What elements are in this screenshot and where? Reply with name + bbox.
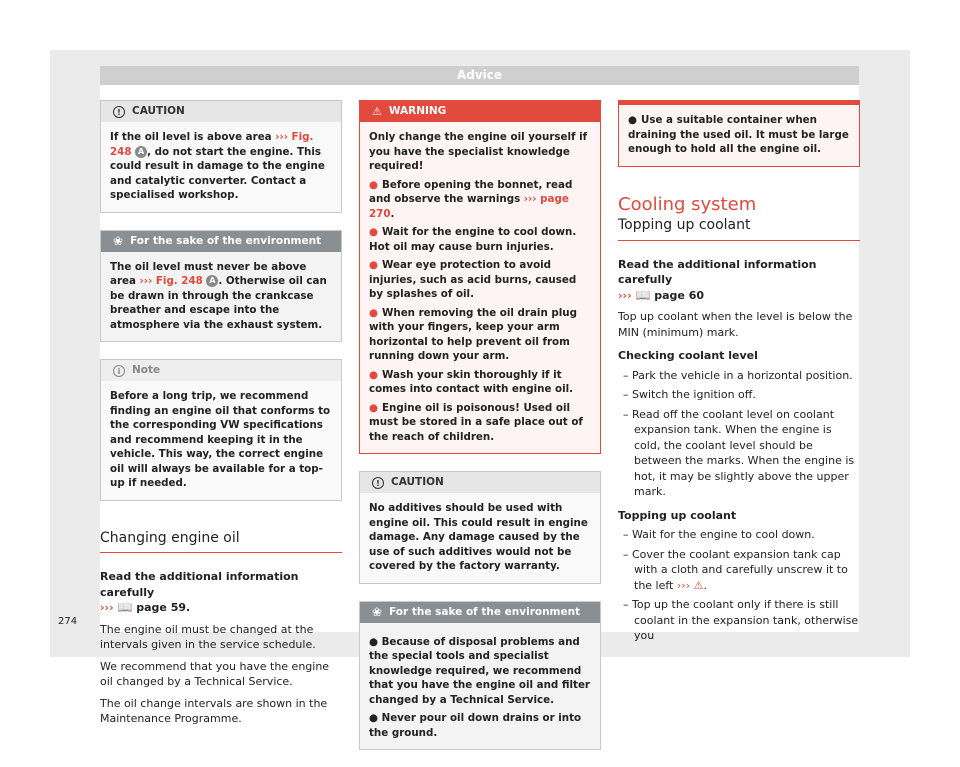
page-link[interactable]: page 270 <box>369 193 569 220</box>
warning-triangle-icon: ⚠ <box>372 105 382 118</box>
warning-header <box>360 101 600 122</box>
bullet-text: Wait for the engine to cool down. Hot oil may cause burn injuries. <box>369 226 577 253</box>
page-link[interactable]: page 60 <box>654 288 705 302</box>
warning-bullet: ● Wait for the engine to cool down. Hot oil may cause burn injuries. <box>369 226 577 253</box>
caution-body <box>101 122 341 212</box>
page-header: Advice <box>100 66 859 85</box>
figure-link[interactable]: Fig. 248 <box>110 131 314 158</box>
step: – Cover the coolant expansion tank cap with a cloth and carefully unscrew it to the left ››› ⚠. <box>618 547 860 594</box>
note-title: Note <box>132 364 161 376</box>
caution-icon: ! <box>372 477 384 489</box>
caution-header <box>101 101 341 122</box>
ref-arrow: ››› <box>100 601 114 614</box>
environment-bullet: ● Because of disposal problems and the special tools and specialist knowledge required, we recommend that you have the engine oil and filter changed by a Technical Service. <box>369 635 591 706</box>
environment-body <box>101 252 341 342</box>
caution-text-b: , do not start the engine. This could result in damage to the engine and catalytic converter. Contact a specialised workshop. <box>110 145 325 201</box>
section-body <box>100 569 342 727</box>
chapter-heading: Cooling system <box>618 193 757 215</box>
warning-title: WARNING <box>388 105 447 117</box>
info-icon: i <box>113 365 125 377</box>
warning-continuation-box <box>618 100 860 167</box>
read-info-text: Read the additional information carefully <box>100 570 299 599</box>
warning-intro: Only change the engine oil yourself if you have the specialist knowledge required! <box>369 131 588 172</box>
ref-arrow: ››› <box>139 275 153 287</box>
section-title: Topping up coolant <box>618 218 860 241</box>
note-box <box>100 359 342 501</box>
note-header <box>101 360 341 381</box>
bullet-text: Use a suitable container when draining the used oil. It must be large enough to hold all the engine oil. <box>628 114 849 155</box>
environment-bullet: ● Never pour oil down drains or into the ground. <box>369 712 582 739</box>
warning-bullet: ● Wash your skin thoroughly if it comes into contact with engine oil. <box>369 368 574 395</box>
caution-text-a: If the oil level is above area <box>110 131 276 143</box>
paragraph: The engine oil must be changed at the intervals given in the service schedule. <box>100 622 316 651</box>
environment-body <box>360 623 600 750</box>
column-2 <box>359 100 601 767</box>
caution-header <box>360 472 600 493</box>
bullet-text: Wash your skin thoroughly if it comes into contact with engine oil. <box>369 368 574 395</box>
flower-icon: ❀ <box>372 604 383 619</box>
book-icon: 📖 <box>117 600 133 614</box>
page-link[interactable]: page 59 <box>136 601 187 614</box>
warning-bullet: ● Wear eye protection to avoid injuries, such as acid burns, caused by splashes of oil. <box>369 259 577 300</box>
warning-continuation-body <box>619 105 859 166</box>
note-body: Before a long trip, we recommend finding an engine oil that conforms to the corresponding VW specifications and recommend keeping it in the vehicle. This way, the correct engine oil will always be available for a top-up if needed. <box>101 381 341 500</box>
step: – Park the vehicle in a horizontal position. <box>618 368 860 384</box>
figure-link[interactable]: Fig. 248 <box>155 275 203 287</box>
caution-box <box>100 100 342 213</box>
warning-triangle-icon: ⚠ <box>693 578 704 592</box>
bullet-text: Engine oil is poisonous! Used oil must be stored in a safe place out of the reach of children. <box>369 401 583 443</box>
page-number: 274 <box>58 616 78 627</box>
bullet-text: Never pour oil down drains or into the ground. <box>369 712 582 739</box>
ref-arrow: ››› <box>275 131 288 143</box>
environment-title: For the sake of the environment <box>389 605 581 618</box>
callout-a: A <box>135 146 147 158</box>
environment-text-a: The oil level must never be above area <box>110 260 307 287</box>
section-title: Changing engine oil <box>100 531 342 554</box>
paragraph: The oil change intervals are shown in the Maintenance Programme. <box>100 696 328 725</box>
warning-bullet: ● Before opening the bonnet, read and observe the warnings ››› page 270. <box>369 178 573 220</box>
bullet-text: Wear eye protection to avoid injuries, such as acid burns, caused by splashes of oil. <box>369 259 577 300</box>
column-1 <box>100 100 342 733</box>
environment-header <box>101 231 341 252</box>
environment-header <box>360 602 600 623</box>
ref-arrow: ››› <box>676 578 691 592</box>
read-info <box>618 257 860 304</box>
section-body <box>618 257 860 644</box>
caution-box <box>359 471 601 584</box>
warning-bullet: ● Use a suitable container when draining the used oil. It must be large enough to hold all the engine oil. <box>628 114 849 155</box>
caution-title: CAUTION <box>391 476 444 488</box>
book-icon: 📖 <box>635 287 651 302</box>
caution-title: CAUTION <box>132 105 185 117</box>
warning-box <box>359 100 601 454</box>
bullet-text: When removing the oil drain plug with your fingers, keep your arm horizontal to help prevent oil from running down your arm. <box>369 306 577 362</box>
environment-box <box>100 230 342 343</box>
paragraph: We recommend that you have the engine oil changed by a Technical Service. <box>100 659 330 688</box>
step: – Wait for the engine to cool down. <box>618 527 860 543</box>
environment-text-b: . Otherwise oil can be drawn in through the crankcase breather and escape into the atmosphere via the exhaust system. <box>110 275 327 331</box>
ref-arrow: ››› <box>523 193 537 205</box>
warning-bullet: ● Engine oil is poisonous! Used oil must be stored in a safe place out of the reach of children. <box>369 401 583 443</box>
step: – Switch the ignition off. <box>618 387 860 403</box>
warning-bullet: ● When removing the oil drain plug with your fingers, keep your arm horizontal to help prevent oil from running down your arm. <box>369 306 577 362</box>
subsection-title: Topping up coolant <box>618 508 737 522</box>
environment-title: For the sake of the environment <box>130 234 322 247</box>
subsection-title: Checking coolant level <box>618 349 758 362</box>
paragraph: Top up coolant when the level is below the MIN (minimum) mark. <box>618 310 853 339</box>
flower-icon: ❀ <box>113 233 124 248</box>
bullet-text: Because of disposal problems and the special tools and specialist knowledge required, we recommend that you have the engine oil and filter changed by a Technical Service. <box>369 635 591 706</box>
step: – Top up the coolant only if there is still coolant in the expansion tank, otherwise you <box>618 597 860 644</box>
step-text: Cover the coolant expansion tank cap with a cloth and carefully unscrew it to the left <box>632 547 848 592</box>
warning-body <box>360 122 600 453</box>
caution-body: No additives should be used with engine oil. This could result in engine damage. Any damage caused by the use of such additives would not be covered by the factory warranty. <box>360 493 600 583</box>
environment-box <box>359 601 601 751</box>
bullet-text: Before opening the bonnet, read and observe the warnings <box>369 178 573 205</box>
callout-a: A <box>206 275 218 287</box>
ref-arrow: ››› <box>618 288 632 302</box>
step: – Read off the coolant level on coolant expansion tank. When the engine is cold, the coolant level should be between the marks. When the engine is hot, it may be slightly above the upper mark. <box>618 407 860 500</box>
read-info-text: Read the additional information carefully <box>618 257 817 286</box>
caution-icon: ! <box>113 106 125 118</box>
read-info: Read the additional information carefully ››› 📖 page 59. <box>100 570 299 614</box>
column-3 <box>618 100 860 648</box>
